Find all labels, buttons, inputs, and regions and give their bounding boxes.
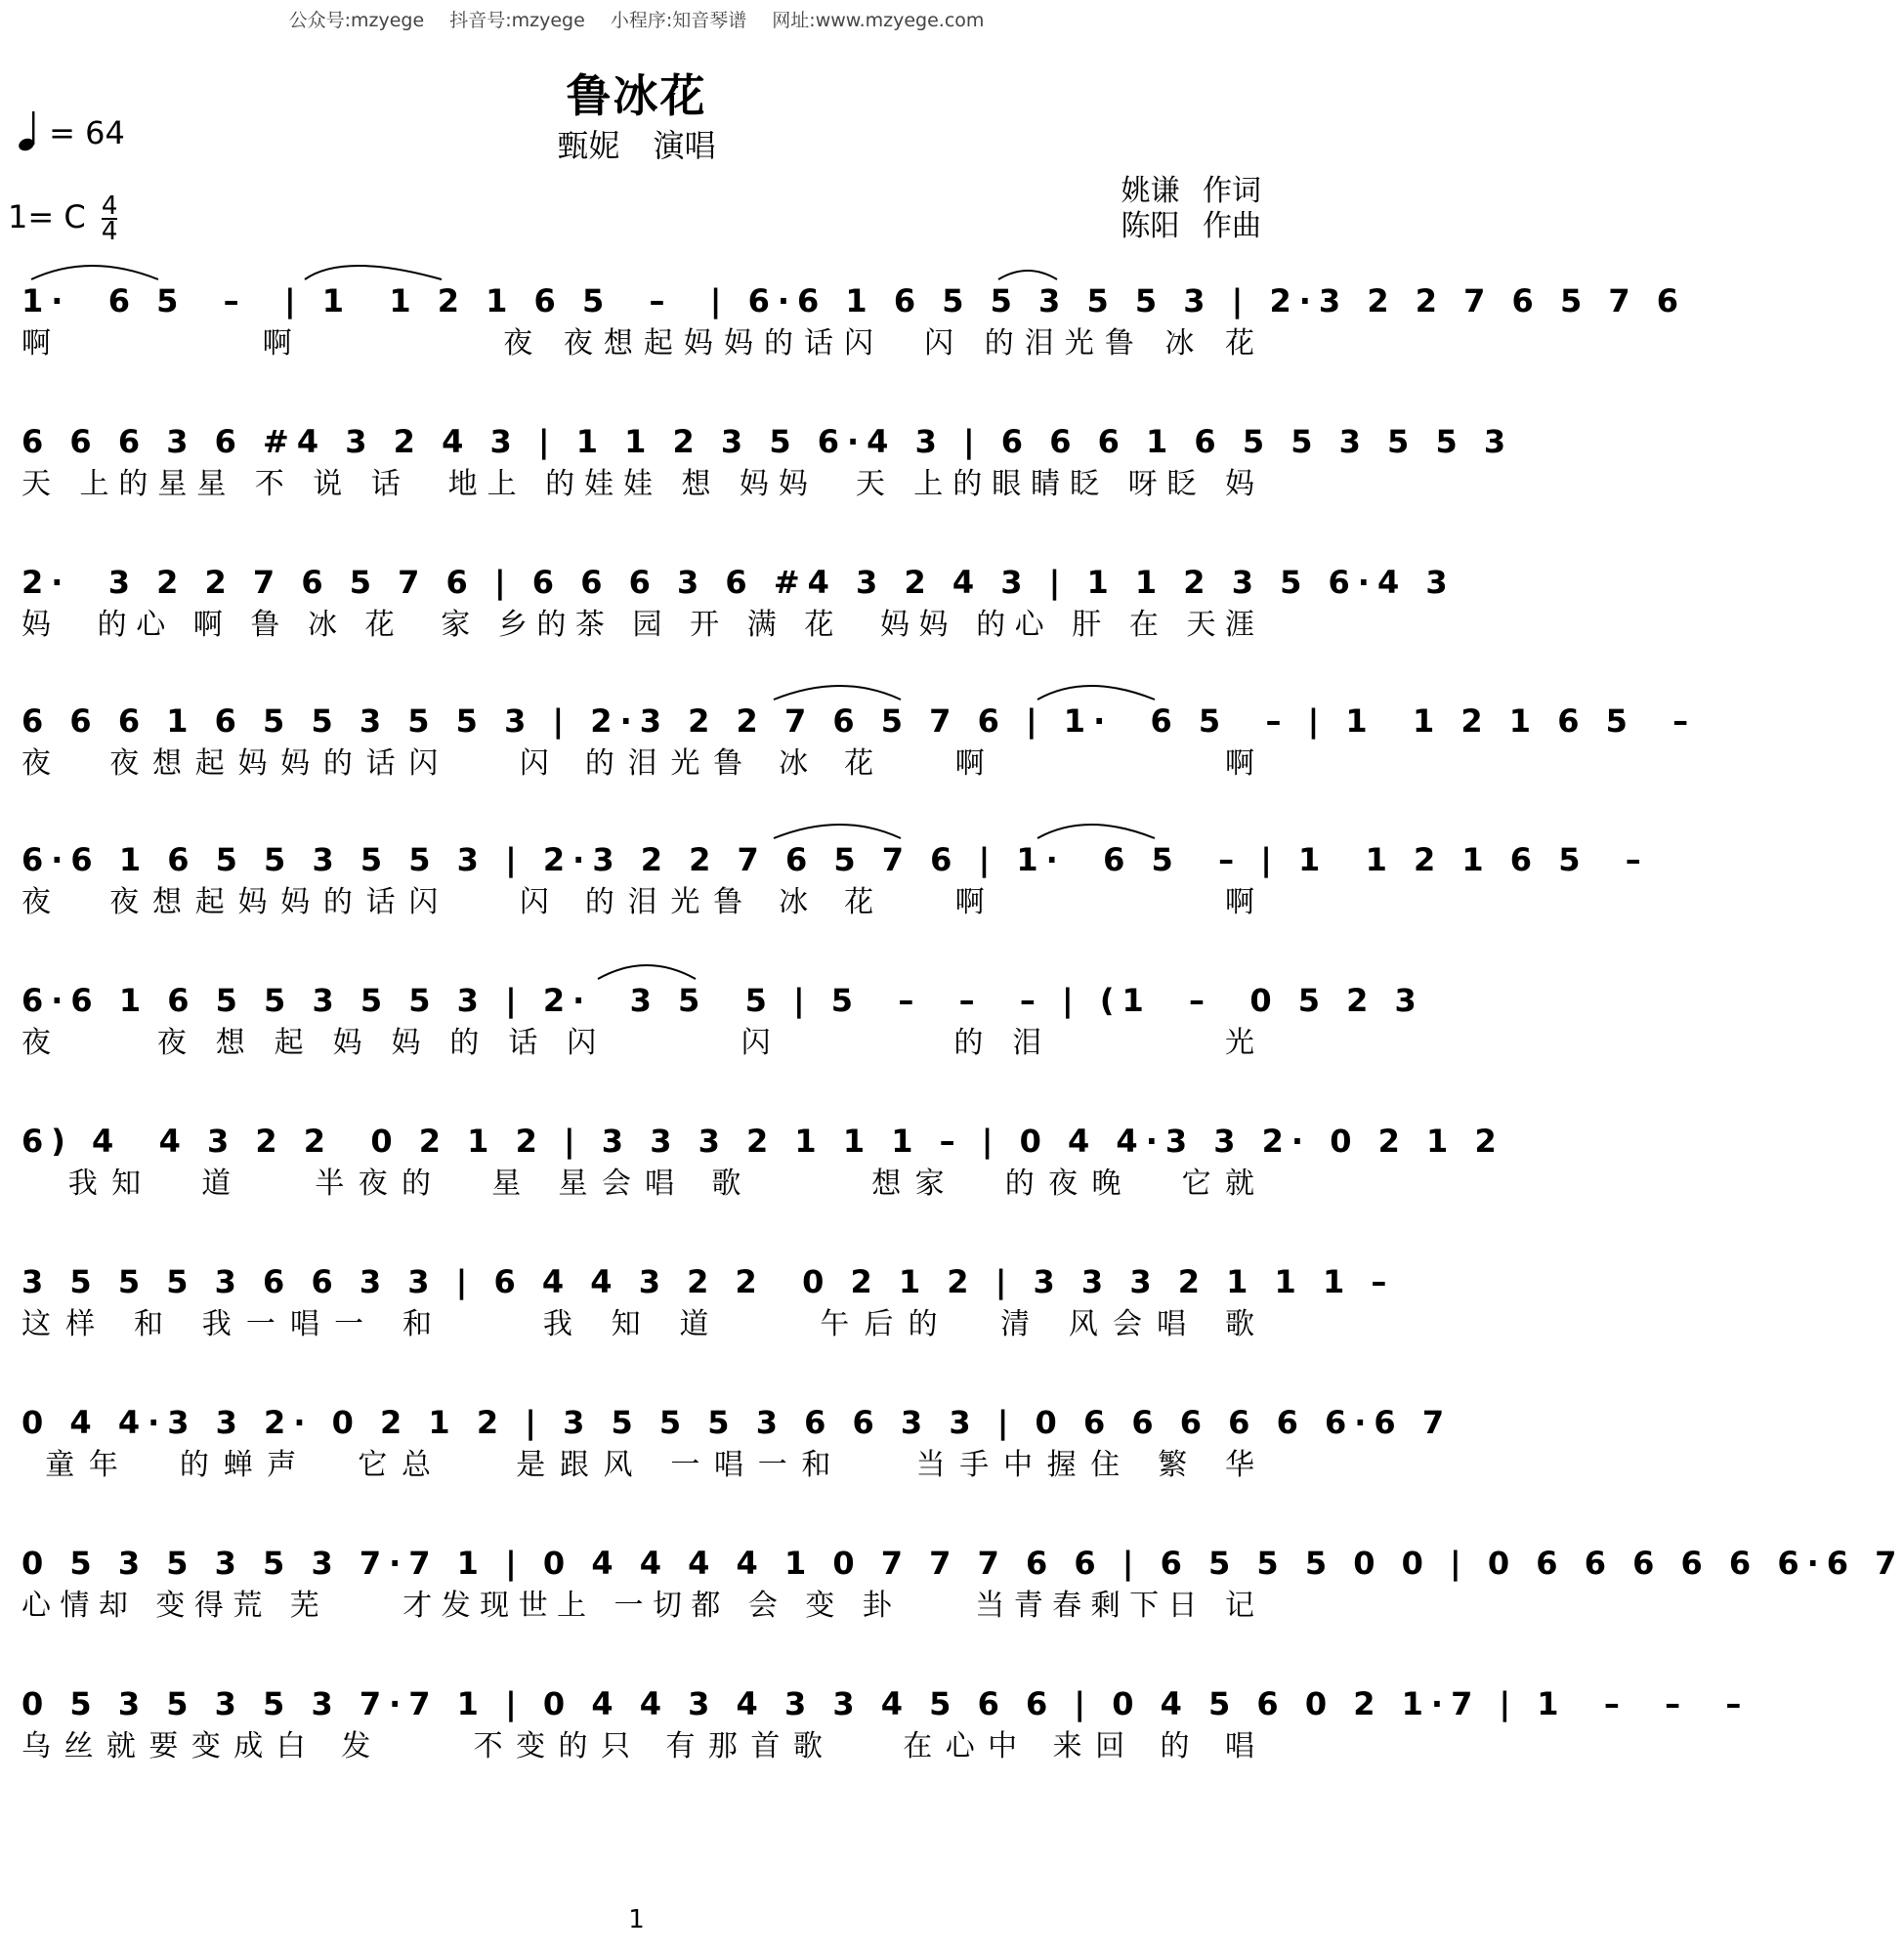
header-bar (0, 6, 1273, 32)
notation-line: 0 5 3 5 3 5 3 7·7 1 | 0 4 4 4 4 1 0 7 7 7 6 6 | 6 5 5 5 0 0 | 0 6 6 6 6 6 6·6 7 (21, 1545, 1904, 1582)
header-item-douyin: 抖音号:mzyege (449, 10, 585, 31)
song-title: 鲁冰花 (566, 69, 707, 122)
page-number: 1 (628, 1905, 645, 1934)
lyrics-line: 心情却 变得荒 芜 才发现世上 一切都 会 变 卦 当青春剩下日 记 (21, 1589, 1254, 1623)
notation-line: 6·6 1 6 5 5 3 5 5 3 | 2· 3 5 5 | 5 – – – | (1 – 0 5 2 3 (21, 982, 1424, 1019)
tempo-marking (18, 109, 125, 160)
lyrics-line: 我知 道 半夜的 星 星会唱 歌 想家 的夜晚 它就 (21, 1167, 1254, 1201)
header-item-website: 网址:www.mzyege.com (772, 10, 985, 31)
slur-marks (21, 672, 1254, 701)
slur-marks (21, 811, 1254, 840)
lyrics-line: 夜 夜想起妈妈的话闪 闪 的泪 光 (21, 1026, 1254, 1060)
lyrics-line: 天 上的星星 不 说 话 地上 的娃娃 想 妈妈 天 上的眼睛眨 呀眨 妈 (21, 467, 1254, 501)
lyrics-line: 童年 的蝉声 它总 是跟风 一唱一和 当手中握住 繁 华 (21, 1448, 1254, 1482)
quarter-note-icon (18, 109, 39, 160)
notation-line: 0 4 4·3 3 2· 0 2 1 2 | 3 5 5 5 3 6 6 3 3 | 0 6 6 6 6 6 6·6 7 (21, 1404, 1453, 1441)
time-signature (101, 191, 118, 246)
key-signature (8, 191, 118, 246)
lyricist-credit: 姚谦 作词 (1121, 174, 1261, 208)
notation-line: 6 6 6 3 6 #4 3 2 4 3 | 1 1 2 3 5 6·4 3 | 6 6 6 1 6 5 5 3 5 5 3 (21, 423, 1514, 460)
lyrics-line: 夜 夜想起妈妈的话闪 闪 的泪光鲁 冰 花 啊 啊 (21, 885, 1254, 919)
slur-marks (21, 952, 1254, 981)
lyrics-line: 这样 和 我一唱一 和 我 知 道 午后的 清 风会唱 歌 (21, 1307, 1254, 1341)
notation-line: 6) 4 4 3 2 2 0 2 1 2 | 3 3 3 2 1 1 1 – | 0 4 4·3 3 2· 0 2 1 2 (21, 1123, 1504, 1160)
lyrics-line: 妈 的心 啊 鲁 冰 花 家 乡的茶 园 开 满 花 妈妈 的心 肝 在 天涯 (21, 608, 1254, 642)
credits (1121, 174, 1261, 244)
singer-line: 甄妮 演唱 (557, 127, 716, 164)
notation-line: 2· 3 2 2 7 6 5 7 6 | 6 6 6 3 6 #4 3 2 4 3 | 1 1 2 3 5 6·4 3 (21, 564, 1456, 601)
tempo-value: = 64 (49, 114, 125, 151)
time-signature-top: 4 (101, 191, 118, 221)
notation-line: 6·6 1 6 5 5 3 5 5 3 | 2·3 2 2 7 6 5 7 6 | 1· 6 5 – | 1 1 2 1 6 5 – (21, 841, 1649, 878)
lyrics-line: 啊 啊 夜 夜想起妈妈的话闪 闪 的泪光鲁 冰 花 (21, 326, 1254, 361)
time-signature-bottom: 4 (101, 217, 118, 246)
notation-line: 6 6 6 1 6 5 5 3 5 5 3 | 2·3 2 2 7 6 5 7 6 | 1· 6 5 – | 1 1 2 1 6 5 – (21, 702, 1697, 740)
key-label: 1= C (8, 198, 86, 235)
notation-line: 1· 6 5 – | 1 1 2 1 6 5 – | 6·6 1 6 5 5 3 5 5 3 | 2·3 2 2 7 6 5 7 6 (21, 282, 1687, 319)
lyrics-line: 夜 夜想起妈妈的话闪 闪 的泪光鲁 冰 花 啊 啊 (21, 746, 1254, 781)
notation-line: 0 5 3 5 3 5 3 7·7 1 | 0 4 4 3 4 3 3 4 5 6 6 | 0 4 5 6 0 2 1·7 | 1 – – – (21, 1685, 1750, 1722)
composer-credit: 陈阳 作曲 (1121, 209, 1261, 243)
header-item-miniapp: 小程序:知音琴谱 (610, 10, 747, 31)
notation-line: 3 5 5 5 3 6 6 3 3 | 6 4 4 3 2 2 0 2 1 2 | 3 3 3 2 1 1 1 – (21, 1263, 1395, 1300)
lyrics-line: 乌丝就要变成白 发 不变的只 有那首歌 在心中 来回 的 唱 (21, 1729, 1254, 1763)
slur-marks (21, 252, 1254, 281)
header-item-wechat: 公众号:mzyege (288, 10, 425, 31)
